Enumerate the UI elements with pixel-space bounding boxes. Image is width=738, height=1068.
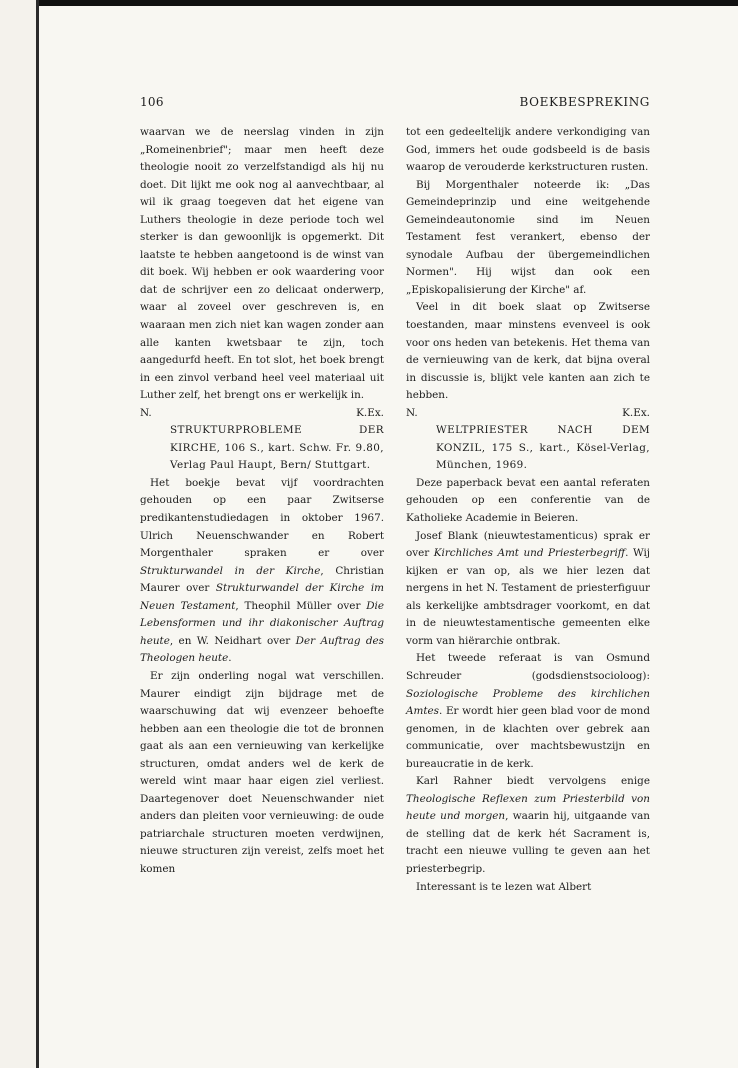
right-column xyxy=(406,124,650,896)
review2-paragraph-2: Er zijn onderling nogal wat verschillen. Maurer eindigt zijn bijdrage met de waarschuwing dat wij evenzeer behoefte hebben aan een theologie die tot de bronnen gaat als aan een vernieuwing van kerkelijke structuren, omdat anders wel de kerk de wereld wint maar haar eigen ziel verliest. Daartegenover doet Neuenschwander niet anders dan pleiten voor vernieuwing: de oude patriarchale structuren moeten verdwijnen, nieuwe structuren zijn vereist, zelfs moet het komen xyxy=(140,669,384,875)
review3-paragraph-3: Het tweede referaat is van Osmund Schreuder (godsdienstsocioloog): Soziologische Probleme des kirchlichen Amtes. Er wordt hier geen blad voor de mond genomen, in de klachten over gebrek aan communicatie, over machtsbewustzijn en bureaucratie in de kerk. xyxy=(406,652,650,770)
review3-heading: WELTPRIESTER NACH DEM KONZIL, 175 S., kart., Kösel-Verlag, München, 1969. xyxy=(436,424,650,472)
review2-paragraph-2-continued: tot een gedeeltelijk andere verkondiging van God, immers het oude godsbeeld is de basis waarop de verouderde kerkstructuren rusten. xyxy=(406,126,650,174)
review2-signature xyxy=(406,405,650,423)
review3-paragraph-1: Deze paperback bevat een aantal referaten gehouden op een conferentie van de Katholieke Academie in Beieren. xyxy=(406,476,650,525)
signature-name: K.Ex. xyxy=(356,406,384,419)
review3-paragraph-5: Interessant is te lezen wat Albert xyxy=(416,880,592,893)
review2-heading: STRUKTURPROBLEME DER KIRCHE, 106 S., kart. Schw. Fr. 9.80, Verlag Paul Haupt, Bern/ Stuttgart. xyxy=(170,424,384,472)
review2-paragraph-3: Bij Morgenthaler noteerde ik: „Das Gemeindeprinzip und eine weitgehende Gemeindeautonomie sind im Neuen Testament fest verankert, ebenso der synodale Aufbau der übergemeindlichen Normen". Hij wijst dan ook een „Episkopalisierung der Kirche" af. xyxy=(406,178,650,296)
page-number: 106 xyxy=(140,95,164,109)
signature-initial: N. xyxy=(140,406,152,419)
signature-initial: N. xyxy=(406,406,418,419)
review1-text: waarvan we de neerslag vinden in zijn „Romeinenbrief"; maar men heeft deze theologie nooit zo verzelfstandigd als hij nu doet. Dit lijkt me ook nog al aanvechtbaar, al wil ik graag toegeven dat het eigene van Luthers theologie in deze periode toch wel sterker is dan gewoonlijk is opgemerkt. Dit laatste te hebben aangetoond is de winst van dit boek. Wij hebben er ook waardering voor dat de schrijver een zo delicaat onderwerp, waar al zoveel over geschreven is, en waaraan men zich niet kan wagen zonder aan alle kanten kwetsbaar te zijn, toch aangedurfd heeft. En tot slot, het boek brengt in een zinvol verband heel veel materiaal uit Luther zelf, het brengt ons er werkelijk in. xyxy=(140,126,384,402)
signature-name: K.Ex. xyxy=(622,406,650,419)
review2-paragraph-1: Het boekje bevat vijf voordrachten gehouden op een paar Zwitserse predikantenstudiedagen in oktober 1967. Ulrich Neuenschwander en Robert Morgenthaler spraken er over Strukturwandel in der Kirche, Christian Maurer over Strukturwandel der Kirche im Neuen Testament, Theophil Müller over Die Lebensformen und ihr diakonischer Auftrag heute, en W. Neidhart over Der Auftrag des Theologen heute. xyxy=(140,476,384,665)
review3-paragraph-4: Karl Rahner biedt vervolgens enige Theologische Reflexen zum Priesterbild von heute und morgen, waarin hij, uitgaande van de stelling dat de kerk hét Sacrament is, tracht een nieuwe vulling te geven aan het priesterbegrip. xyxy=(406,775,650,875)
review1-signature xyxy=(140,405,384,423)
review2-paragraph-4: Veel in dit boek slaat op Zwitserse toestanden, maar minstens evenveel is ook voor ons heden van betekenis. Het thema van de vernieuwing van de kerk, dat bijna overal in discussie is, blijkt vele kanten aan zich te hebben. xyxy=(406,301,650,402)
left-column xyxy=(140,124,384,879)
running-title: BOEKBESPREKING xyxy=(519,95,650,109)
review3-paragraph-2: Josef Blank (nieuwtestamenticus) sprak er over Kirchliches Amt und Priesterbegriff. Wij kijken er van op, als we hier lezen dat nergens in het N. Testament de priesterfiguur als kerkelijke ambtsdrager voorkomt, en dat in de nieuwtestamentische gemeenten elke vorm van hiërarchie ontbrak. xyxy=(406,529,651,647)
